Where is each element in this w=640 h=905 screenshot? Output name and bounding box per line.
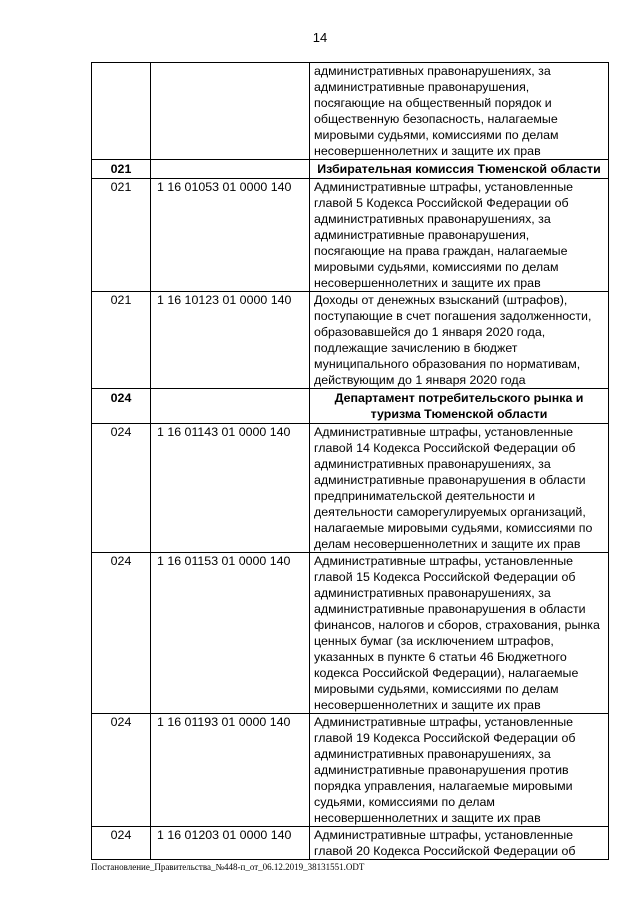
text-line: Административные штрафы, установленные [314, 828, 574, 842]
text-line: административных правонарушениях, за [314, 747, 551, 761]
table-row [92, 553, 609, 714]
document-footer: Постановление_Правительства_№448-п_от_06.12.2019_38131551.ODT [91, 862, 365, 872]
revenue-codes-table [91, 62, 609, 860]
text-line: административные правонарушения в области [314, 602, 586, 616]
text-line: кодекса Российской Федерации), налагаемые [314, 666, 579, 680]
admin-code-cell: 021 [92, 292, 151, 389]
admin-code-cell: 024 [92, 389, 151, 424]
revenue-name-cell [310, 424, 609, 553]
revenue-code-cell: 1 16 01203 01 0000 140 [151, 827, 310, 860]
text-line: главой 20 Кодекса Российской Федерации об [314, 844, 576, 858]
admin-code-cell: 024 [92, 827, 151, 860]
text-line: несовершеннолетних и защите их прав [314, 698, 541, 712]
text-line: Избирательная комиссия Тюменской области [317, 162, 601, 176]
table-row [92, 292, 609, 389]
revenue-name-cell [310, 179, 609, 292]
text-line: главой 14 Кодекса Российской Федерации об [314, 441, 576, 455]
revenue-name-cell [310, 292, 609, 389]
table-row [92, 714, 609, 827]
text-line: административные правонарушения против [314, 763, 569, 777]
revenue-code-cell [151, 389, 310, 424]
text-line: главой 15 Кодекса Российской Федерации об [314, 570, 576, 584]
text-line: финансов, налогов и сборов, страхования, рынка [314, 618, 600, 632]
table-row [92, 179, 609, 292]
text-line: указанных в пункте 6 статьи 46 Бюджетного [314, 650, 567, 664]
text-line: Административные штрафы, установленные [314, 554, 574, 568]
text-line: муниципального образования по нормативам, [314, 357, 581, 371]
table-body [92, 63, 609, 860]
text-line: Административные штрафы, установленные [314, 715, 574, 729]
text-line: Административные штрафы, установленные [314, 180, 574, 194]
text-line: поступающие в счет погашения задолженности, [314, 309, 592, 323]
text-line: Доходы от денежных взысканий (штрафов), [314, 293, 568, 307]
text-line: несовершеннолетних и защите их прав [314, 276, 541, 290]
text-line: несовершеннолетних и защите их прав [314, 811, 541, 825]
revenue-name-cell [310, 553, 609, 714]
text-line: действующим до 1 января 2020 года [314, 373, 526, 387]
text-line: административных правонарушениях, за [314, 457, 551, 471]
admin-code-cell: 021 [92, 179, 151, 292]
text-line: мировыми судьями, комиссиями по делам [314, 682, 559, 696]
text-line: административных правонарушениях, за [314, 212, 551, 226]
text-line: Департамент потребительского рынка и [334, 391, 584, 405]
admin-code-cell [92, 63, 151, 160]
section-header-row [92, 160, 609, 179]
text-line: административных правонарушениях, за [314, 586, 551, 600]
admin-code-cell: 024 [92, 424, 151, 553]
text-line: административные правонарушения, [314, 228, 530, 242]
text-line: Административные штрафы, установленные [314, 425, 574, 439]
text-line: мировыми судьями, комиссиями по делам [314, 260, 559, 274]
text-line: порядка управления, налагаемые мировыми [314, 779, 573, 793]
revenue-name-cell [310, 827, 609, 860]
admin-code-cell: 024 [92, 714, 151, 827]
text-line: подлежащие зачислению в бюджет [314, 341, 518, 355]
revenue-code-cell [151, 160, 310, 179]
revenue-name-cell [310, 63, 609, 160]
department-name-cell [310, 160, 609, 179]
revenue-code-cell: 1 16 01143 01 0000 140 [151, 424, 310, 553]
admin-code-cell: 021 [92, 160, 151, 179]
text-line: посягающие на общественный порядок и [314, 96, 552, 110]
admin-code-cell: 024 [92, 553, 151, 714]
text-line: образовавшейся до 1 января 2020 года, [314, 325, 546, 339]
text-line: общественную безопасность, налагаемые [314, 112, 558, 126]
text-line: ценных бумаг (за исключением штрафов, [314, 634, 554, 648]
text-line: судьями, комиссиями по делам [314, 795, 495, 809]
revenue-code-cell: 1 16 01153 01 0000 140 [151, 553, 310, 714]
table-row [92, 827, 609, 860]
revenue-code-cell: 1 16 01053 01 0000 140 [151, 179, 310, 292]
text-line: административные правонарушения, [314, 80, 530, 94]
revenue-name-cell [310, 714, 609, 827]
text-line: деятельности саморегулируемых организаций, [314, 505, 586, 519]
text-line: главой 5 Кодекса Российской Федерации об [314, 196, 569, 210]
text-line: административные правонарушения в области [314, 473, 586, 487]
text-line: налагаемые мировыми судьями, комиссиями по [314, 521, 593, 535]
text-line: мировыми судьями, комиссиями по делам [314, 128, 559, 142]
text-line: административных правонарушениях, за [314, 64, 551, 78]
revenue-code-cell [151, 63, 310, 160]
revenue-code-cell: 1 16 10123 01 0000 140 [151, 292, 310, 389]
text-line: посягающие на права граждан, налагаемые [314, 244, 568, 258]
text-line: туризма Тюменской области [370, 407, 548, 421]
text-line: предпринимательской деятельности и [314, 489, 536, 503]
department-name-cell [310, 389, 609, 424]
table-row [92, 63, 609, 160]
text-line: несовершеннолетних и защите их прав [314, 144, 541, 158]
text-line: делам несовершеннолетних и защите их прав [314, 537, 581, 551]
revenue-code-cell: 1 16 01193 01 0000 140 [151, 714, 310, 827]
section-header-row [92, 389, 609, 424]
table-row [92, 424, 609, 553]
page-number: 14 [312, 30, 328, 45]
text-line: главой 19 Кодекса Российской Федерации об [314, 731, 576, 745]
